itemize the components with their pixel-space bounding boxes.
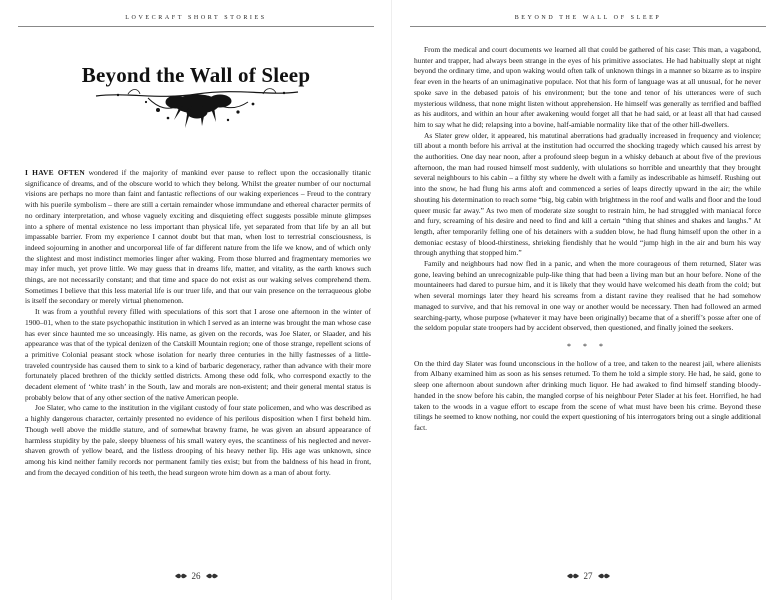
paragraph: Family and neighbours had now fled in a panic, and when the more courageous of them returned, Slater was gone, leaving behind an unrecognizable pulp-like thing that had been a living man but an hour before. None of the mountaineers had dared to pursue him, and it is likely that they would have welcomed his death from the cold; but when several mornings later they heard his screams from a distant ravine they realised that he had somehow managed to survive, and that his removal in one way or another would be necessary. Then had followed an armed searching-party, whose purpose (whatever it may have been originally) became that of a sheriff’s posse after one of the seldom popular state troopers had by accident observed, then questioned, and finally joined the seekers. [414, 259, 761, 333]
paragraph: Joe Slater, who came to the institution in the vigilant custody of four state policemen, and who was described as a highly dangerous character, certainly presented no evidence of his perilous disposition when I first beheld him. Though well above the middle stature, and of somewhat brawny frame, he was given an absurd appearance of harmless stupidity by the pale, sleepy blueness of his small watery eyes, the scantiness of his neglected and never-shaven growth of yellow beard, and the listless drooping of his heavy nether lip. His age was unknown, since among his kind neither family records nor permanent family ties exist; but from the baldness of his head in front, and from the decayed condition of his teeth, the head surgeon wrote him down as a man of about forty. [25, 403, 371, 477]
paragraph: As Slater grew older, it appeared, his matutinal aberrations had gradually increased in frequency and violence; till about a month before his arrival at the institution had occurred the shocking tragedy which caused his arrest by the authorities. One day near noon, after a profound sleep begun in a whisky debauch at about five of the previous afternoon, the man had roused himself most suddenly, with ululations so horrible and unearthly that they brought several neighbours to his cabin – a filthy sty where he dwelt with a family as indescribable as himself. Rushing out into the snow, he had flung his arms aloft and commenced a series of leaps directly upward in the air; the while shouting his determination to reach some “big, big cabin with brightness in the roof and walls and floor and the loud queer music far away.” As two men of moderate size sought to restrain him, he had struggled with maniacal force and fury, screaming of his desire and need to find and kill a certain “thing that shines and shakes and laughs.” At length, after temporarily felling one of his detainers with a sudden blow, he had flung himself upon the other in a demoniac ecstasy of blood-thirstiness, shrieking fiendishly that he would “jump high in the air and burn his way through anything that stopped him.” [414, 130, 761, 258]
opening-paragraph [25, 168, 371, 307]
lead-in: I HAVE OFTEN [25, 168, 85, 177]
paragraph: It was from a youthful revery filled with speculations of this sort that I arose one afternoon in the winter of 1900–01, when to the state psychopathic institution in which I served as an interne was brought the man whose case has ever since haunted me so unceasingly. His name, as given on the records, was Joe Slater, or Slaader, and his appearance was that of the typical denizen of the Catskill Mountain region; one of those strange, repellent scions of a primitive Colonial peasant stock whose isolation for nearly three centuries in the hilly fastnesses of a little-traveled countryside has caused them to sink to a kind of barbaric degeneracy, rather than advance with their more fortunately placed brethren of the thickly settled districts. Among these odd folk, who correspond exactly to the decadent element of ‘white trash’ in the South, law and morals are non-existent; and their general mental status is probably below that of any other section of the native American people. [25, 307, 371, 402]
paragraph: From the medical and court documents we learned all that could be gathered of his case: This man, a vagabond, hunter and trapper, had always been strange in the eyes of his primitive associates. He had habitually slept at night beyond the ordinary time, and upon waking would often talk of unknown things in a manner so bizarre as to inspire fear even in the hearts of an unimaginative populace. Not that his form of language was at all unusual, for he never spoke save in the debased patois of his environment; but the tone and tenor of his utterances were of such mysterious wildness, that none might listen without apprehension. He himself was generally as terrified and baffled as his auditors, and within an hour after awakening would forget all that he had said, or at least all that had caused him to say what he did; relapsing into a bovine, half-amiable normality like that of the other hill-dwellers. [414, 45, 761, 129]
opening-paragraph-text: wondered if the majority of mankind ever pause to reflect upon the occasionally titanic significance of dreams, and of the obscure world to which they belong. Whilst the greater number of our nocturnal visions are perhaps no more than faint and fantastic reflections of our waking experiences – Freud to the contrary with his puerile symbolism – there are still a certain remainder whose immundane and ethereal character permits of no ordinary interpretation, and whose vaguely exciting and disquieting effect suggests possible minute glimpses into a sphere of mental existence no less important than physical life, yet separated from that life by an all but impassable barrier. From my experience I cannot doubt but that man, when lost to terrestrial consciousness, is indeed sojourning in another and uncorporeal life of far different nature from the life we know, and of which only the slightest and most indistinct memories linger after waking. From those blurred and fragmentary memories we may infer much, yet prove little. We may guess that in dreams life, matter, and vitality, as the earth knows such things, are not necessarily constant; and that time and space do not exist as our waking selves comprehend them. Sometimes I believe that this less material life is our truer life, and that our vain presence on the terraqueous globe is itself the secondary or merely virtual phenomenon. [25, 168, 371, 306]
fleuron-icon [598, 573, 610, 579]
page-number-left [0, 570, 392, 581]
header-rule-left [18, 26, 374, 27]
right-page [392, 0, 784, 600]
fleuron-icon [567, 573, 579, 579]
page-number-text: 26 [191, 570, 201, 581]
fleuron-icon [175, 573, 187, 579]
splatter-vine-ornament-icon [88, 82, 306, 132]
story-title: Beyond the Wall of Sleep [81, 63, 311, 87]
header-rule-right [410, 26, 766, 27]
running-head-right: BEYOND THE WALL OF SLEEP [514, 15, 662, 21]
fleuron-icon [206, 573, 218, 579]
right-body-text [414, 45, 761, 434]
page-number-text: 27 [583, 570, 593, 581]
running-head-left: LOVECRAFT SHORT STORIES [125, 15, 267, 21]
paragraph: On the third day Slater was found unconscious in the hollow of a tree, and taken to the nearest jail, where alienists from Albany examined him as soon as his senses returned. To them he told a simple story. He had, he said, gone to sleep one afternoon about sundown after drinking much liquor. He had awaked to find himself standing bloody-handed in the snow before his cabin, the mangled corpse of his neighbour Peter Slader at his feet. Horrified, he had taken to the woods in a vague effort to escape from the scene of what must have been his crime. Beyond these tilings he seemed to know nothing, nor could the expert questioning of his interrogators bring out a single additional fact. [414, 358, 761, 432]
left-body-text [25, 168, 371, 478]
section-break: * * * [567, 341, 608, 351]
page-number-right [392, 570, 784, 581]
